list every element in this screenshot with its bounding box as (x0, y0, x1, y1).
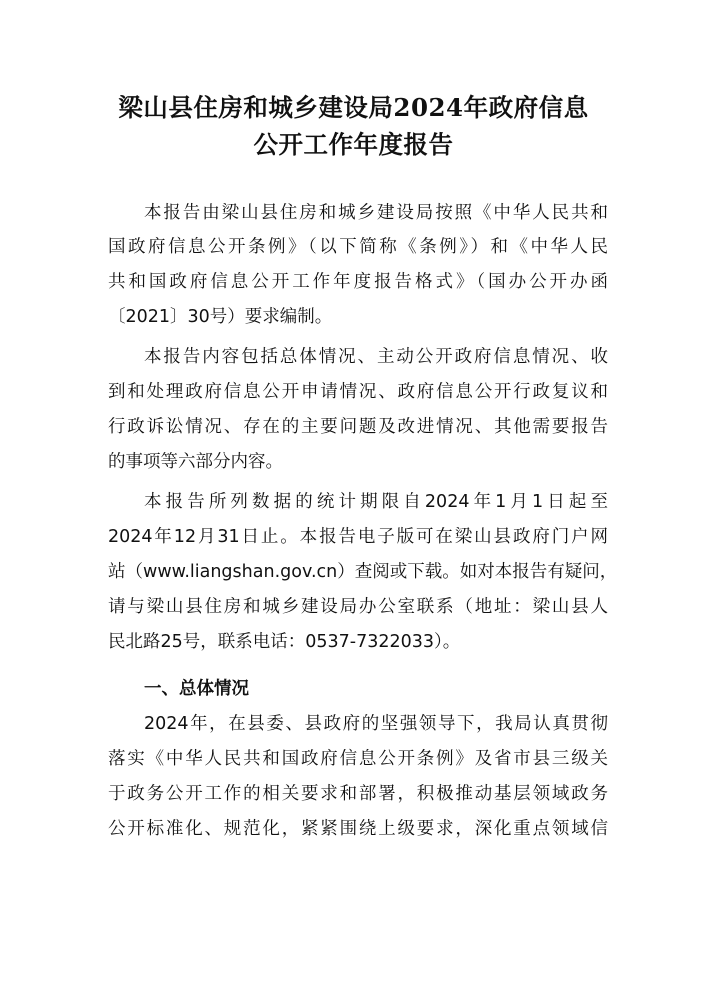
section-1-line-1: 2024年，在县委、县政府的坚强领导下，我局认真贯彻 (144, 714, 608, 734)
paragraph-3-line-3: 站（www.liangshan.gov.cn）查阅或下载。如对本报告有疑问， (108, 562, 618, 582)
section-heading-overview: 一、总体情况 (144, 679, 249, 699)
paragraph-1-line-1: 本报告由梁山县住房和城乡建设局按照《中华人民共和 (144, 203, 608, 223)
paragraph-2-line-4: 的事项等六部分内容。 (108, 452, 283, 472)
section-1-line-2: 落实《中华人民共和国政府信息公开条例》及省市县三级关 (108, 749, 608, 769)
paragraph-3-line-5: 民北路25号，联系电话：0537-7322033）。 (108, 632, 461, 652)
paragraph-1-line-3: 共和国政府信息公开工作年度报告格式》（国办公开办函 (108, 272, 608, 292)
paragraph-1-line-2: 国政府信息公开条例》（以下简称《条例》）和《中华人民 (108, 237, 608, 257)
report-title-line-2: 公开工作年度报告 (253, 130, 454, 159)
paragraph-3-line-4: 请与梁山县住房和城乡建设局办公室联系（地址：梁山县人 (108, 597, 608, 617)
paragraph-2-line-2: 到和处理政府信息公开申请情况、政府信息公开行政复议和 (108, 382, 608, 402)
paragraph-3-line-1: 本报告所列数据的统计期限自2024年1月1日起至 (144, 492, 608, 512)
paragraph-2-line-3: 行政诉讼情况、存在的主要问题及改进情况、其他需要报告 (108, 417, 608, 437)
report-title-line-1: 梁山县住房和城乡建设局2024年政府信息 (118, 93, 589, 122)
paragraph-3-line-2: 2024年12月31日止。本报告电子版可在梁山县政府门户网 (108, 527, 608, 547)
paragraph-2-line-1: 本报告内容包括总体情况、主动公开政府信息情况、收 (144, 347, 608, 367)
section-1-line-4: 公开标准化、规范化，紧紧围绕上级要求，深化重点领域信 (108, 819, 608, 839)
section-1-line-3: 于政务公开工作的相关要求和部署，积极推动基层领域政务 (108, 784, 608, 804)
paragraph-1-line-4: 〔2021〕30号）要求编制。 (108, 307, 333, 327)
